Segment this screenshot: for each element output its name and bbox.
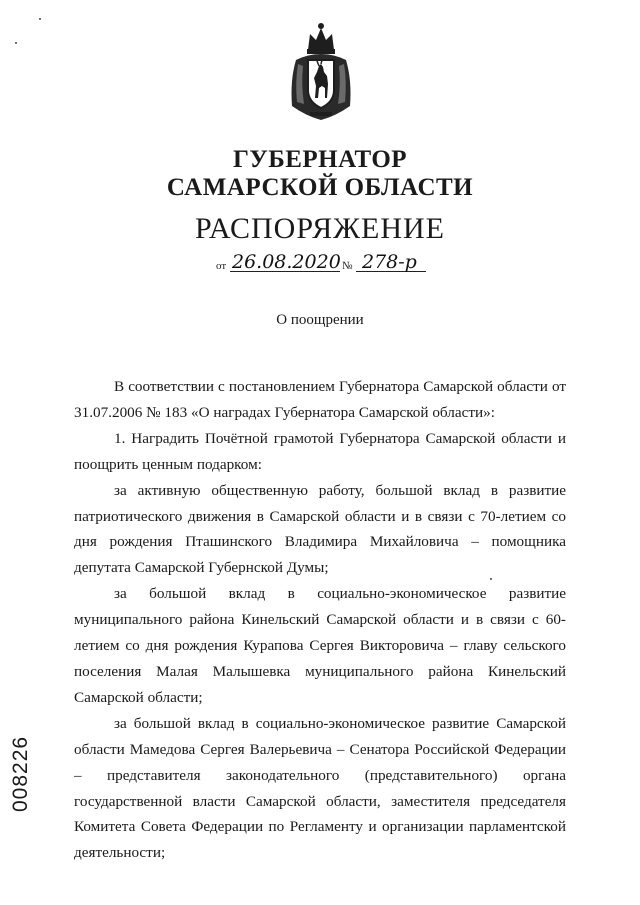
date-number-line: [0, 252, 640, 276]
handwritten-number: 278-р: [362, 251, 417, 273]
paragraph-preamble: В соответствии с постановлением Губернатора Самарской области от 31.07.2006 № 183 «О наградах Губернатора Самарской области»:: [74, 378, 566, 421]
document-subject: О поощрении: [276, 312, 364, 328]
date-from-label: от: [216, 260, 227, 272]
paragraph-item-1: 1. Наградить Почётной грамотой Губернатора Самарской области и поощрить ценным подарком:: [74, 429, 566, 473]
paragraph-award-3: за большой вклад в социально-экономическое развитие Самарской области Мамедова Сергея Валерьевича – Сенатора Российской Федерации – представителя законодательного (представительного) органа государственной власти Самарской области, заместителя председателя Комитета Совета Федерации по Регламенту и организации парламентской деятельности;: [74, 714, 566, 862]
side-serial-number: 008226: [9, 735, 32, 812]
paragraph-award-1: за активную общественную работу, большой вклад в развитие патриотического движения в Самарской области и в связи с 70-летием со дня рождения Пташинского Владимира Михайловича – помощника депутата Самарской Губернской Думы;: [74, 481, 566, 577]
coat-of-arms-icon: [286, 20, 356, 124]
document-type-title: РАСПОРЯЖЕНИЕ: [194, 212, 446, 245]
issuer-title-line1: ГУБЕРНАТОР: [232, 146, 408, 173]
issuer-title-line2: САМАРСКОЙ ОБЛАСТИ: [166, 174, 474, 201]
scan-speck: [15, 42, 17, 44]
scan-speck: [39, 18, 41, 20]
scan-speck: [490, 578, 492, 580]
document-body: [74, 374, 566, 866]
number-label: №: [342, 260, 353, 272]
paragraph-award-2: за большой вклад в социально-экономическое развитие муниципального района Кинельский Самарской области и в связи с 60-летием со дня рождения Курапова Сергея Викторовича – главу сельского поселения Малая Малышевка муниципального района Кинельский Самарской области;: [74, 585, 566, 706]
handwritten-date: 26.08.2020: [232, 251, 341, 273]
